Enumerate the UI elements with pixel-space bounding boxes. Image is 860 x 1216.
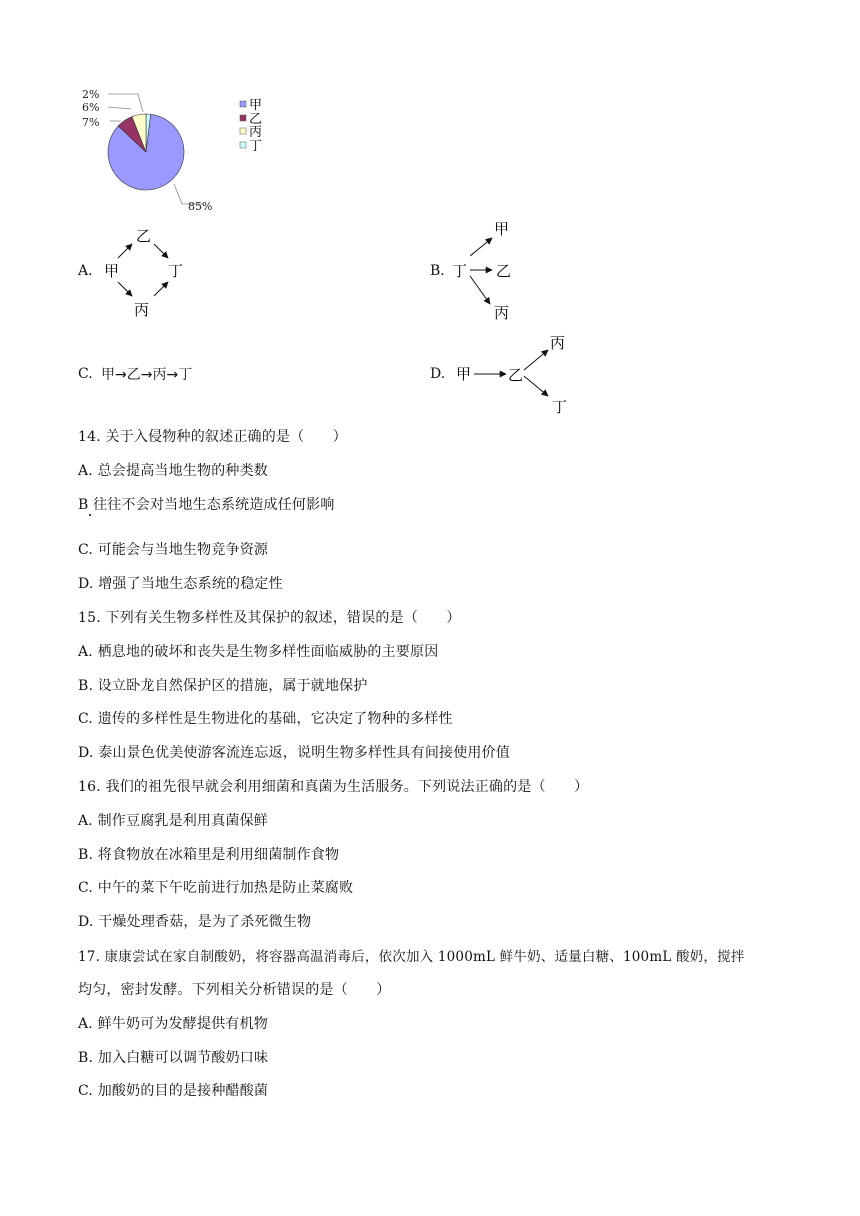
node-yi: 乙 (508, 366, 524, 384)
option-b-label: B. (430, 263, 445, 279)
question-17-option-a: A. 鲜牛奶可为发酵提供有机物 (78, 1016, 269, 1032)
legend-label-jia: 甲 (249, 98, 263, 113)
option-d-diagram (450, 330, 580, 416)
question-15-option-c: C. 遗传的多样性是生物进化的基础，它决定了物种的多样性 (78, 711, 453, 727)
arrow-yi-bing (524, 350, 548, 370)
legend-label-ding: 丁 (249, 139, 263, 154)
node-ding: 丁 (168, 262, 184, 280)
legend-label-bing: 丙 (249, 125, 263, 140)
arrow-yi-ding (154, 244, 168, 258)
legend-swatch-yi (240, 115, 246, 121)
arrow-bing-ding (154, 282, 168, 296)
question-16-option-b: B. 将食物放在冰箱里是利用细菌制作食物 (78, 847, 340, 863)
question-17-stem-line1: 17. 康康尝试在家自制酸奶，将容器高温消毒后，依次加入 1000mL 鲜牛奶、适量白糖、100mL 酸奶，搅拌 (78, 949, 745, 965)
arrow-yi-ding (524, 376, 548, 396)
leader-line-2 (108, 94, 143, 112)
node-ding: 丁 (552, 398, 568, 416)
node-jia: 甲 (494, 220, 510, 238)
node-ding: 丁 (452, 262, 468, 280)
option-a-diagram (96, 222, 206, 322)
legend-swatch-ding (240, 142, 246, 148)
arrow-ding-jia (470, 238, 492, 256)
node-bing: 丙 (550, 334, 566, 352)
question-14-stem: 14. 关于入侵物种的叙述正确的是（ ） (78, 429, 347, 445)
question-16-stem: 16. 我们的祖先很早就会利用细菌和真菌为生活服务。下列说法正确的是（ ） (78, 779, 589, 795)
question-15-stem: 15. 下列有关生物多样性及其保护的叙述，错误的是（ ） (78, 610, 461, 626)
node-yi: 乙 (136, 227, 152, 245)
chart-legend (240, 98, 262, 154)
node-bing: 丙 (134, 301, 150, 319)
question-17-option-b: B. 加入白糖可以调节酸奶口味 (78, 1050, 269, 1066)
question-17-stem-line2: 均匀，密封发酵。下列相关分析错误的是（ ） (78, 982, 391, 998)
question-16-option-c: C. 中午的菜下午吃前进行加热是防止菜腐败 (78, 880, 354, 896)
node-yi: 乙 (496, 262, 512, 280)
slice-label-2: 2% (82, 88, 100, 101)
arrow-jia-bing (118, 282, 132, 296)
stray-dot (89, 514, 91, 516)
legend-swatch-jia (240, 101, 246, 107)
question-14-option-d: D. 增强了当地生态系统的稳定性 (78, 576, 283, 592)
arrow-jia-yi (118, 244, 132, 258)
slice-label-85: 85% (188, 200, 213, 213)
pie-chart (70, 82, 290, 222)
option-c-chain: 甲→乙→丙→丁 (101, 367, 193, 383)
question-16-option-d: D. 干燥处理香菇，是为了杀死微生物 (78, 914, 312, 930)
slice-label-6: 6% (82, 101, 100, 114)
slice-label-7: 7% (82, 116, 100, 129)
legend-label-yi: 乙 (249, 112, 263, 127)
option-d-label: D. (430, 366, 446, 382)
node-bing: 丙 (494, 304, 510, 322)
option-a-label: A. (78, 263, 93, 279)
question-17-option-c: C. 加酸奶的目的是接种醋酸菌 (78, 1083, 269, 1099)
question-15-option-a: A. 栖息地的破坏和丧失是生物多样性面临威胁的主要原因 (78, 644, 439, 660)
arrow-ding-bing (470, 276, 490, 304)
legend-swatch-bing (240, 128, 246, 134)
question-14-option-a: A. 总会提高当地生物的种类数 (78, 463, 269, 479)
question-14-option-c: C. 可能会与当地生物竞争资源 (78, 542, 269, 558)
leader-line-6 (108, 107, 131, 109)
node-jia: 甲 (456, 365, 472, 383)
option-c-label: C. (78, 366, 93, 382)
question-15-option-b: B. 设立卧龙自然保护区的措施，属于就地保护 (78, 678, 368, 694)
node-jia: 甲 (104, 262, 120, 280)
question-15-option-d: D. 泰山景色优美使游客流连忘返，说明生物多样性具有间接使用价值 (78, 745, 511, 761)
option-b-diagram (450, 216, 530, 324)
question-14-option-b: B 往往不会对当地生态系统造成任何影响 (78, 497, 335, 513)
question-16-option-a: A. 制作豆腐乳是利用真菌保鲜 (78, 813, 269, 829)
